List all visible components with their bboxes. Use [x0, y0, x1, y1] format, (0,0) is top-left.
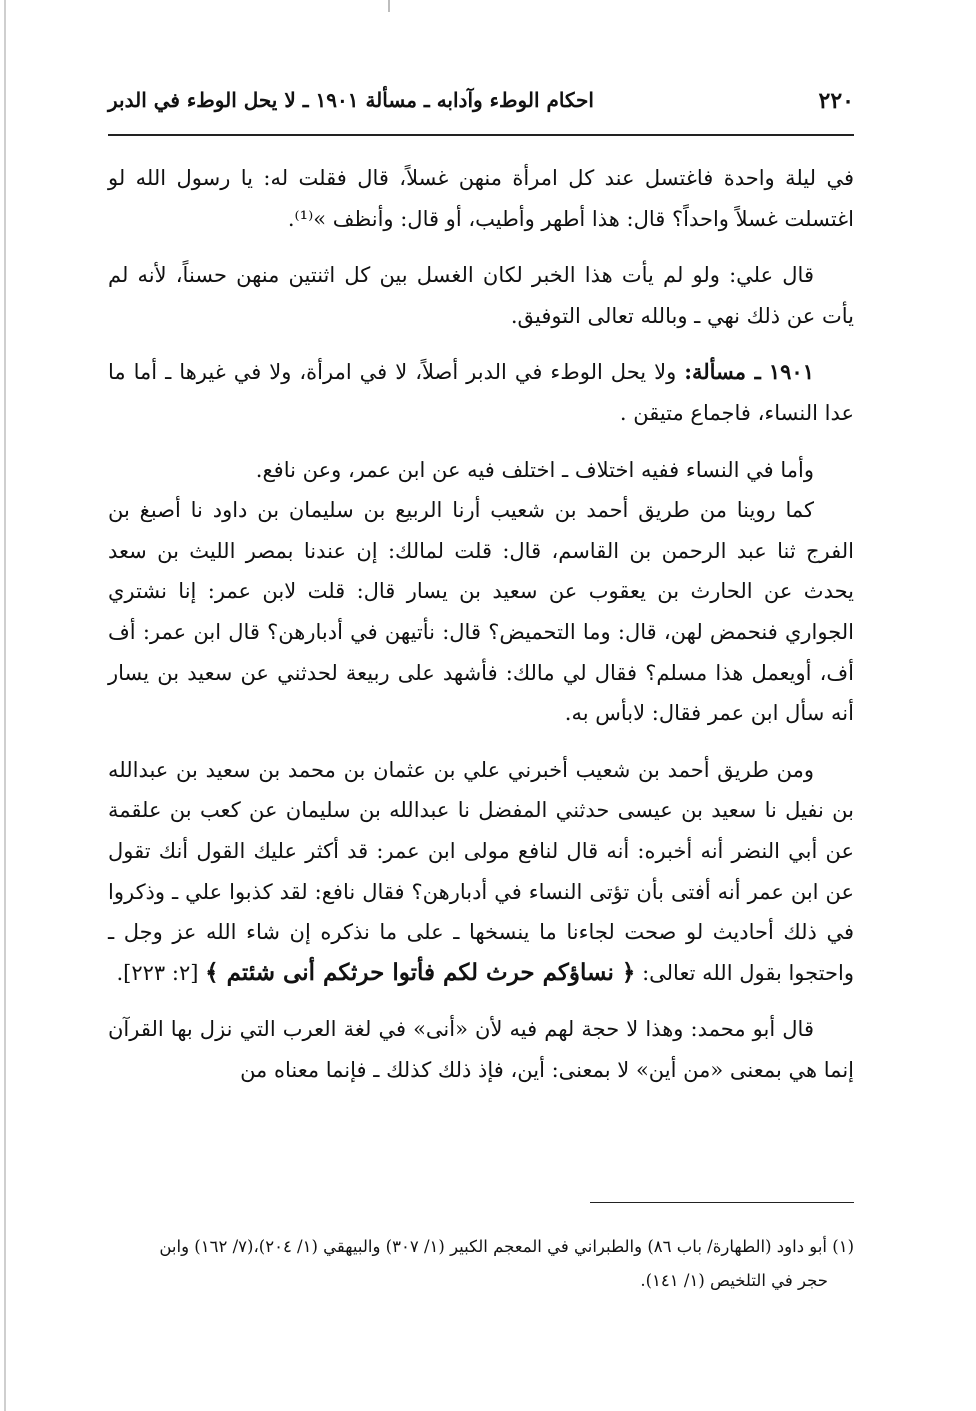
issue-text: ولا يحل الوطء في الدبر أصلاً، لا في امرأة، ولا في غيرها ـ أما ما عدا النساء، فاجماع متيقن .	[108, 360, 854, 425]
paragraph-abu-muhammad: قال أبو محمد: وهذا لا حجة لهم فيه لأن «أنى» في لغة العرب التي نزل بها القرآن إنما هي بمعنى «من أين» لا بمعنى: أين، فإذ ذلك كذلك ـ فإنما معناه من	[108, 1017, 854, 1082]
footnote-divider	[590, 1202, 854, 1203]
paragraph-continuation: في ليلة واحدة فاغتسل عند كل امرأة منهن غسلاً، قال فقلت له: يا رسول الله لو اغتسلت غسلاً واحداً؟ قال: هذا أطهر وأطيب، أو قال: وأنظف »⁽¹⁾.	[108, 166, 854, 231]
quran-verse: ﴿ نساؤكم حرث لكم فأتوا حرثكم أنى شئتم ﴾	[205, 958, 636, 986]
paragraph-narration-nafi	[108, 750, 854, 994]
footnote-1-continuation: حجر في التلخيص (١/ ١٤١).	[640, 1271, 828, 1290]
issue-number: ١٩٠١	[768, 359, 814, 385]
narration-text: ومن طريق أحمد بن شعيب أخبرني علي بن عثمان بن محمد بن سعيد بن عبدالله بن نفيل نا سعيد بن عيسى حدثني المفضل نا عبدالله بن سليمان عن كعب بن علقمة عن أبي النضر أنه أخبره: أنه قال لنافع مولى ابن عمر: قد أكثر عليك القول أنك تقول عن ابن عمر أنه أفتى بأن تؤتى النساء في أدبارهن؟ فقال نافع: لقد كذبوا علي ـ وذكروا في ذلك أحاديث لو صحت لجاءنا ما ينسخها ـ على ما نذكره إن شاء الله عز وجل ـ واحتجوا بقول الله تعالى:	[108, 757, 854, 985]
page-header	[108, 84, 854, 128]
page-top-mark	[388, 0, 390, 12]
page-number: ٢٢٠	[818, 88, 854, 114]
running-title: احكام الوطء وآدابه ـ مسألة ١٩٠١ ـ لا يحل الوطء في الدبر	[108, 88, 594, 112]
paragraph-issue-1901	[108, 352, 854, 433]
issue-label: ـ مسألة:	[684, 359, 761, 385]
paragraph-ali-comment: قال علي: ولو لم يأت هذا الخبر لكان الغسل بين كل اثنتين منهن حسناً، لأنه لم يأت عن ذلك نهي ـ وبالله تعالى التوفيق.	[108, 263, 854, 328]
footnotes	[108, 1230, 854, 1298]
main-text	[108, 158, 854, 1106]
header-divider	[108, 134, 854, 136]
paragraph-disagreement: وأما في النساء ففيه اختلاف ـ اختلف فيه عن ابن عمر، وعن نافع.	[255, 457, 814, 482]
paragraph-narration-malik: كما روينا من طريق أحمد بن شعيب أرنا الربيع بن سليمان بن داود نا أصبغ بن الفرج ثنا عبد الرحمن بن القاسم، قال: قلت لمالك: إن عندنا بمصر الليث بن سعد يحدث عن الحارث بن يعقوب عن سعيد بن يسار قال: قلت لابن عمر: إنا نشتري الجواري فنحمض لهن، قال: وما التحميض؟ قال: نأتيهن في أدبارهن؟ قال ابن عمر: أف أف، أويعمل هذا مسلم؟ فقال لي مالك: فأشهد على ربيعة لحدثني عن سعيد بن يسار أنه سأل ابن عمر فقال: لابأس به.	[108, 498, 854, 726]
page-edge-line	[4, 0, 6, 1411]
footnote-1: (١) أبو داود (الطهارة/ باب ٨٦) والطبراني في المعجم الكبير (١/ ٣٠٧) والبيهقي (١/ ٢٠٤)،(٧/ ١٦٢) وابن	[159, 1237, 854, 1256]
verse-reference: [٢: ٢٢٣].	[116, 960, 206, 985]
